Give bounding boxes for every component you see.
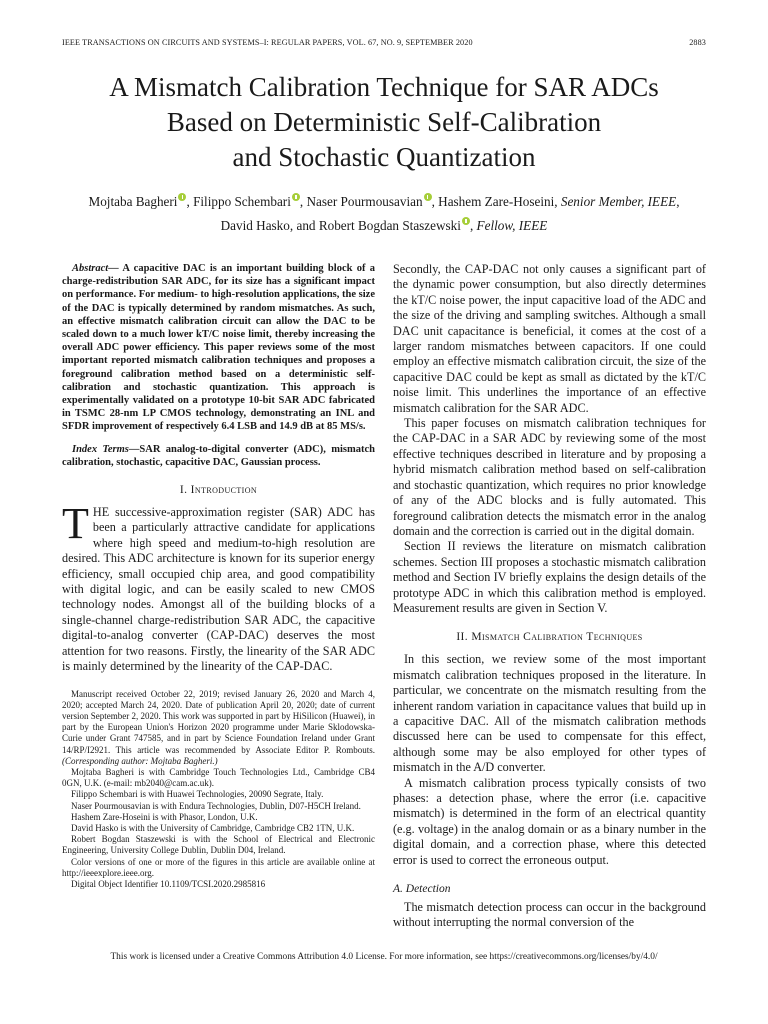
footnote-color-versions: Color versions of one or more of the figures in this article are available online at http://ieeexplore.ieee.org. [62,856,375,878]
running-head [62,38,706,50]
footnote-doi: Digital Object Identifier 10.1109/TCSI.2020.2985816 [71,878,266,889]
body-paragraph: A mismatch calibration process typically consists of two phases: a detection phase, where the error (i.e. capacitive mismatch) is determined in the form of an electrical quantity (e.g. voltage) in the analog domain or as a binary number in the digital domain, and a correction phase, where this detected error is used to correct the erroneous output. [393,775,706,867]
author-name: Hashem Zare-Hoseini [438,194,555,209]
footnote-text: Manuscript received October 22, 2019; revised January 26, 2020 and March 4, 2020; accepted March 24, 2020. Date of publication April 20, 2020; date of current version September 2, 2020. This work was supported in part by HiSilicon (Huawei), in part by the European Union's Horizon 2020 programme under Marie Sklodowska-Curie under Grant 747585, and in part by Science Foundation Ireland under Grant 14/RP/I2921. This article was recommended by Associate Editor P. Rombouts. [62,688,375,755]
license-notice: This work is licensed under a Creative Commons Attribution 4.0 License. For more information, see https://creativecommons.org/licenses/by/4.0/ [110,952,658,962]
footnote-affiliation: Hashem Zare-Hoseini is with Phasor, London, U.K. [71,811,258,822]
footnote-affiliation: Mojtaba Bagheri is with Cambridge Touch Technologies Ltd., Cambridge CB4 0GN, U.K. (e-mail: mb2040@cam.ac.uk). [62,766,375,789]
title-line-1: A Mismatch Calibration Technique for SAR ADCs [109,72,659,102]
title-line-2: Based on Deterministic Self-Calibration [166,107,602,137]
page-number: 2883 [689,38,706,47]
body-paragraph: This paper focuses on mismatch calibration techniques for the CAP-DAC in a SAR ADC by reviewing some of the most effective techniques described in literature and by proposing a hybrid mismatch calibration method based on self-calibration and stochastic quantization, which requires no prior knowledge of any of the ADC blocks and is fully automated. This foreground calibration detects the mismatch error in the analog domain and the correction is carried out in the digital domain. [393,416,706,538]
title-line-3: and Stochastic Quantization [232,142,536,172]
body-paragraph: The mismatch detection process can occur in the background without interrupting the normal conversion of the [393,900,706,930]
section-heading-mismatch-calibration: II. Mismatch Calibration Techniques [456,631,643,644]
footnote-affiliation: Robert Bogdan Staszewski is with the School of Electrical and Electronic Engineering, University College Dublin, Dublin D04, Ireland. [62,834,375,856]
subsection-heading-detection: A. Detection [393,883,451,896]
section-heading-introduction: I. Introduction [179,484,258,497]
corresponding-author: (Corresponding author: Mojtaba Bagheri.) [62,755,218,766]
orcid-icon[interactable] [178,193,186,201]
author-line-1: Mojtaba Bagheri , Filippo Schembari , Naser Pourmousavian , Hashem Zare-Hoseini, Senior Member, IEEE, [88,194,680,209]
body-paragraph: In this section, we review some of the most important mismatch calibration techniques proposed in the literature. In particular, we concentrate on the mismatch resulting from the inherent random variation in capacitance values that build up in a capacitive DAC. All of the mismatch calibration methods discussed here can be used to compensate for this effect, although some may be also employed for other types of mismatch in the A/D converter. [393,652,706,775]
intro-paragraph [62,499,375,674]
footnote-affiliation: Filippo Schembari is with Huawei Technologies, 20090 Segrate, Italy. [71,789,324,800]
index-terms-lead: Index Terms [72,443,129,455]
drop-cap: T [62,499,89,549]
abstract-lead: Abstract [72,263,109,274]
author-name: Filippo Schembari [193,194,291,209]
author-name: Robert Bogdan Staszewski [318,218,461,233]
author-list [50,190,718,238]
index-terms-text: —SAR analog-to-digital converter (ADC), mismatch calibration, stochastic, capacitive DAC, Gaussian process. [62,443,375,468]
paper-title [40,70,728,175]
intro-text: HE successive-approximation register (SAR) ADC has been a particularly attractive candidate for applications where high speed and medium-to-high resolution are desired. This ADC architecture is known for its superior energy efficiency, small occupied chip area, and good compatibility with digital logic, and can be easily scaled to new CMOS technology nodes. Amongst all of the building blocks of a single-channel charge-redistribution SAR ADC, the capacitive digital-to-analog converter (CAP-DAC) deserves the most attention for two reasons. Firstly, the linearity of the SAR ADC is mainly determined by the linearity of the CAP-DAC. [62,505,375,674]
author-name: Mojtaba Bagheri [88,194,178,209]
member-grade: Fellow, IEEE [476,218,548,233]
right-column [393,262,706,931]
abstract [62,262,375,434]
left-column [62,262,375,890]
footnote-affiliation: David Hasko is with the University of Cambridge, Cambridge CB2 1TN, U.K. [71,822,355,833]
index-terms [62,443,375,469]
footnote-manuscript [62,689,375,767]
footnote-affiliation: Naser Pourmousavian is with Endura Technologies, Dublin, D07-H5CH Ireland. [71,800,361,811]
orcid-icon[interactable] [424,193,432,201]
author-name: Naser Pourmousavian [306,194,423,209]
orcid-icon[interactable] [292,193,300,201]
abstract-text: — A capacitive DAC is an important building block of a charge-redistribution SAR ADC, for its size has a significant impact on performance. For medium- to high-resolution applications, the size of the DAC is typically determined by random mismatches. As such, an effective mismatch calibration circuit can allow the DAC to be scaled down to a much lower kT/C noise limit, thereby increasing the overall ADC power efficiency. This paper reviews some of the most important reported mismatch calibration techniques and proposes a foreground calibration method based on a deterministic self-calibration and stochastic quantization. This approach is experimentally validated on a prototype 10-bit SAR ADC fabricated in TSMC 28-nm LP CMOS technology, demonstrating an INL and SFDR improvement of respectively 6.4 LSB and 14.9 dB at 85 MS/s. [62,263,375,433]
member-grade: Senior Member, IEEE [560,194,677,209]
author-name: David Hasko [220,218,290,233]
body-paragraph: Section II reviews the literature on mismatch calibration schemes. Section III proposes a stochastic mismatch calibration method and Section IV briefly explains the design details of the prototype ADC in which this calibration method is employed. Measurement results are given in Section V. [393,539,706,615]
journal-name: IEEE TRANSACTIONS ON CIRCUITS AND SYSTEMS–I: REGULAR PAPERS, VOL. 67, NO. 9, SEPTEMBER 2020 [62,38,473,47]
author-line-2: David Hasko, and Robert Bogdan Staszewski , Fellow, IEEE [220,218,548,233]
orcid-icon[interactable] [462,217,470,225]
body-paragraph: Secondly, the CAP-DAC not only causes a significant part of the dynamic power consumption, but also directly determines the kT/C noise power, the input capacitive load of the ADC and the size of the driving and sampling switches. Although a small DAC unit capacitance is beneficial, it comes at the cost of a larger random mismatches between capacitors. If one could employ an effective mismatch calibration circuit, the size of the capacitive DAC could be kept as small as dictated by the kT/C noise limit. This underlines the importance of an effective mismatch calibration for the SAR ADC. [393,262,706,415]
footnotes [62,689,375,891]
